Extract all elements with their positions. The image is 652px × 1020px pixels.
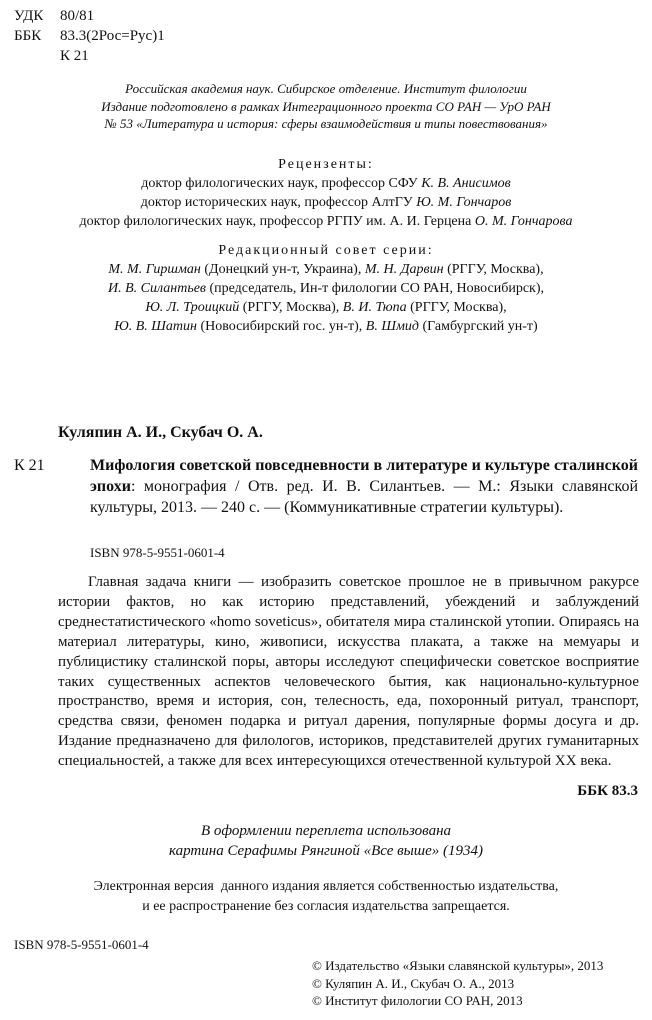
- catalog-title-block: [90, 455, 638, 518]
- catalog-abstract: Главная задача книги — изобразить советское прошлое не в привычном ракурсе истории фактов, но как историю представлений, убеждений и заблуждений среднестатистического «homo soveticus», обитателя мира сталинской утопии. Опираясь на материал литературы, кино, живописи, искусства плаката, а также на мемуары и публицистику сталинской поры, авторы исследуют специфически советское восприятие таких существенных аспектов человеческого бытия, как национально-культурное пространство, время и история, сон, телесность, еда, похоронный ритуал, транспорт, средства связи, феномен подарка и ритуал дарения, популярные формы досуга и др. Издание предназначено для филологов, историков, представителей других гуманитарных специальностей, а также для всех интересующихся отечественной культурой XX века.: [58, 574, 639, 770]
- udk-value: 80/81: [60, 8, 95, 24]
- board-member-affiliation: (Гамбургский ун-т): [418, 319, 538, 334]
- editorial-board-block: [0, 241, 652, 336]
- board-member-affiliation: (Донецкий ун-т, Украина),: [200, 262, 365, 277]
- copyright-line-3: © Институт филологии СО РАН, 2013: [312, 993, 523, 1008]
- board-member-name: В. Шмид: [365, 319, 419, 334]
- bbk-line: [14, 26, 165, 46]
- board-member-name: М. М. Гиршман: [108, 262, 201, 277]
- reviewer-2-name: Ю. М. Гончаров: [416, 195, 512, 210]
- reviewer-3-name: О. М. Гончарова: [474, 214, 573, 229]
- reviewers-heading: Рецензенты:: [278, 157, 374, 172]
- board-member-affiliation: (РГГУ, Москва),: [239, 300, 343, 315]
- board-member-name: В. И. Тюпа: [342, 300, 407, 315]
- udk-label: УДК: [14, 8, 44, 24]
- institution-line-3: № 53 «Литература и история: сферы взаимодействия и типы повествования»: [104, 116, 548, 131]
- reviewer-1-name: К. В. Анисимов: [421, 176, 511, 191]
- board-member-affiliation: (председатель, Ин-т филологии СО РАН, Новосибирск),: [206, 281, 544, 296]
- book-imprint: : монография / Отв. ред. И. В. Силантьев. — М.: Языки славянской культуры, 2013. — 240 с. — (Коммуникативные стратегии культуры).: [90, 478, 638, 516]
- institution-block: [0, 80, 652, 133]
- board-member-name: М. Н. Дарвин: [364, 262, 444, 277]
- reviewer-2: [0, 193, 652, 212]
- copyright-block: [312, 957, 603, 1010]
- udk-line: [14, 6, 165, 26]
- catalog-isbn: ISBN 978-5-9551-0601-4: [90, 545, 225, 560]
- author-mark: К 21: [60, 48, 89, 64]
- reviewer-1-role: доктор филологических наук, профессор СФУ: [141, 176, 422, 191]
- copyright-line-1: © Издательство «Языки славянской культуры», 2013: [312, 958, 604, 973]
- cover-note: [0, 821, 652, 861]
- catalog-bbk: ББК 83.3: [577, 783, 638, 799]
- rights-notice: [0, 877, 652, 917]
- reviewers-block: [0, 155, 652, 231]
- rights-line-2: и ее распространение без согласия издательства запрещается.: [142, 899, 510, 914]
- reviewer-3: [0, 212, 652, 231]
- reviewer-1: [0, 174, 652, 193]
- institution-line-2: Издание подготовлено в рамках Интеграционного проекта СО РАН — УрО РАН: [101, 98, 551, 114]
- reviewer-3-role: доктор филологических наук, профессор РГПУ им. А. И. Герцена: [79, 214, 475, 229]
- board-line-4: [0, 317, 652, 336]
- catalog-mark: К 21: [14, 457, 45, 474]
- board-line-3: [0, 298, 652, 317]
- author-mark-line: [14, 46, 165, 66]
- cover-note-line-2: картина Серафимы Рянгиной «Все выше» (1934): [168, 843, 484, 859]
- board-member-name: Ю. Л. Троицкий: [145, 300, 240, 315]
- board-member-name: И. В. Силантьев: [108, 281, 206, 296]
- board-member-affiliation: (РГГУ, Москва),: [406, 300, 507, 315]
- cover-note-line-1: В оформлении переплета использована: [200, 823, 452, 839]
- bbk-label: ББК: [14, 28, 42, 44]
- board-member-affiliation: (РГГУ, Москва),: [443, 262, 544, 277]
- board-line-1: [0, 260, 652, 279]
- bbk-value: 83.3(2Рос=Рус)1: [60, 28, 165, 44]
- copyright-line-2: © Куляпин А. И., Скубач О. А., 2013: [312, 975, 515, 991]
- rights-line-1: Электронная версия данного издания является собственностью издательства,: [93, 879, 559, 894]
- book-title: Мифология советской повседневности в литературе и культуре сталинской эпохи: [90, 457, 638, 495]
- catalog-authors: Куляпин А. И., Скубач О. А.: [58, 424, 263, 441]
- board-line-2: [0, 279, 652, 298]
- reviewer-2-role: доктор исторических наук, профессор АлтГУ: [140, 195, 417, 210]
- board-member-name: Ю. В. Шатин: [114, 319, 197, 334]
- board-member-affiliation: (Новосибирский гос. ун-т),: [196, 319, 366, 334]
- board-heading: Редакционный совет серии:: [218, 243, 434, 258]
- institution-line-1: Российская академия наук. Сибирское отделение. Институт филологии: [125, 81, 527, 96]
- udc-block: [14, 6, 165, 66]
- footer-isbn: ISBN 978-5-9551-0601-4: [14, 937, 149, 952]
